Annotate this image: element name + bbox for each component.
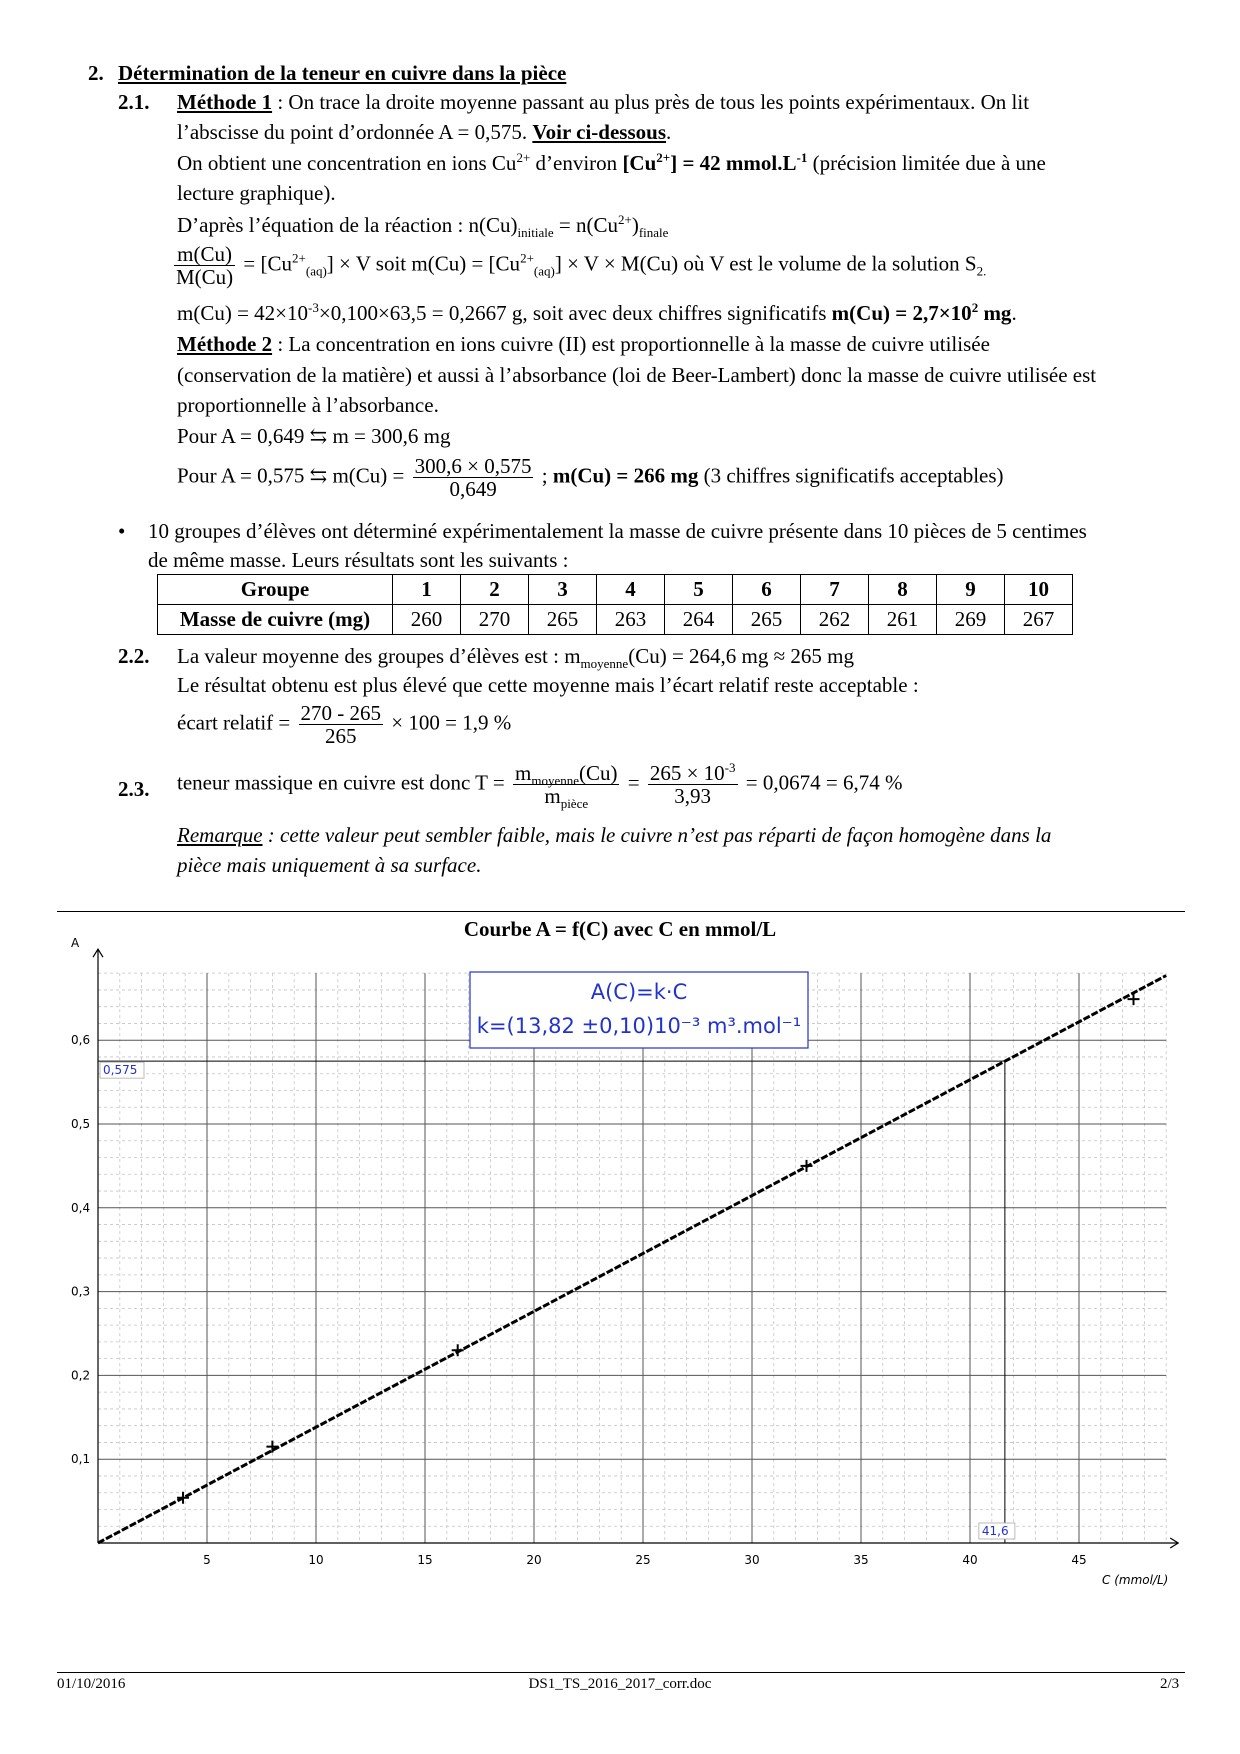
table-cell: 269	[937, 605, 1005, 635]
y-tick-label: 0,1	[71, 1452, 91, 1467]
method2-line-3: proportionnelle à l’absorbance.	[177, 393, 439, 417]
footer-date: 01/10/2016	[57, 1676, 126, 1692]
y-tick-label: 0,4	[71, 1200, 91, 1215]
bullet-icon: •	[118, 519, 126, 543]
table-cell: 270	[461, 605, 529, 635]
table-cell: 265	[529, 605, 597, 635]
mean-line: La valeur moyenne des groupes d’élèves est : $m_{moyenne}(Cu) = 264,6$ mg ≈ 265 mg	[177, 644, 854, 672]
method1-label: Méthode 1	[177, 90, 273, 114]
method1-line-5: D’après l’équation de la réaction : $n(Cu)_{initiale} = n(Cu^{2+})_{finale}$	[177, 212, 669, 241]
table-cell: 6	[733, 575, 801, 605]
fit-equation-line-1: A(C)=k·C	[590, 980, 688, 1004]
see-below-link: Voir ci-dessous	[532, 120, 666, 144]
table-cell: 260	[393, 605, 461, 635]
x-tick-label: 20	[526, 1553, 542, 1567]
table-cell: 263	[597, 605, 665, 635]
x-tick-label: 45	[1071, 1553, 1087, 1567]
x-tick-label: 25	[635, 1553, 651, 1567]
footer-page: 2/3	[1160, 1676, 1180, 1692]
footer-filename: DS1_TS_2016_2017_corr.doc	[528, 1676, 712, 1692]
table-header-label: Groupe	[158, 575, 393, 605]
x-tick-label: 15	[417, 1553, 433, 1567]
table-cell: 7	[801, 575, 869, 605]
table-cell: 5	[665, 575, 733, 605]
y-tick-label: 0,6	[71, 1033, 91, 1048]
table-cell: 3	[529, 575, 597, 605]
fit-equation-line-2: k=(13,82 ±0,10)10⁻³ m³.mol⁻¹	[476, 1014, 802, 1038]
table-cell: 262	[801, 605, 869, 635]
x-tick-label: 5	[203, 1553, 211, 1567]
method1-line-4: lecture graphique).	[177, 181, 336, 205]
reading-y-label: 0,575	[103, 1063, 138, 1078]
method2-line-1: Méthode 2 : La concentration en ions cuivre (II) est proportionnelle à la masse de cuivre utilisée	[177, 332, 990, 356]
fraction-mass-molar: $\frac{m(Cu)}{M(Cu)}$	[176, 242, 234, 289]
chart-title: Courbe A = f(C) avec C en mmol/L	[463, 917, 777, 941]
x-tick-label: 10	[308, 1553, 324, 1567]
y-tick-label: 0,3	[71, 1284, 91, 1299]
data-point	[177, 1492, 189, 1504]
table-cell: 10	[1005, 575, 1073, 605]
x-axis-label: C (mmol/L)	[1102, 1573, 1169, 1587]
bullet-line-2: de même masse. Leurs résultats sont les suivants :	[148, 548, 569, 572]
y-tick-label: 0,2	[71, 1368, 91, 1383]
method1-line-6: $\frac{m(Cu)}{M(Cu)}$ = $[Cu^{2+}_{(aq)}] \times V$ soit $m(Cu) = [Cu^{2+}_{(aq)}] \times V \times M(Cu)$ où V est le volume de la solution $S_{2.}$	[176, 242, 987, 289]
table-cell: 264	[665, 605, 733, 635]
fraction-relative-gap: $\frac{270 - 265}{265}$	[300, 701, 382, 748]
method1-line-1: Méthode 1 : On trace la droite moyenne passant au plus près de tous les points expérimentaux. On lit	[177, 90, 1030, 114]
table-cell: 4	[597, 575, 665, 605]
mass-content-formula: teneur massique en cuivre est donc T = $\frac{m_{moyenne}(Cu)}{m_{pièce}}$ = $\frac{265 \times 10^{-3}}{3,93}$ = 0,0674 = 6,74 %	[177, 760, 903, 812]
method2-line-5: Pour A = 0,575 ⇆ m(Cu) = $\frac{300,6 \times 0,575}{0,649}$ ; m(Cu) = 266 mg (3 chiffres significatifs acceptables)	[177, 454, 1004, 501]
method2-line-2: (conservation de la matière) et aussi à l’absorbance (loi de Beer-Lambert) donc la masse de cuivre utilisée est	[177, 363, 1097, 387]
y-axis-label: A	[71, 936, 80, 951]
fraction-numeric: $\frac{265 \times 10^{-3}}{3,93}$	[649, 760, 736, 808]
method2-line-4: Pour A = 0,649 ⇆ m = 300,6 mg	[177, 424, 451, 448]
fit-line	[98, 976, 1166, 1543]
table-cell: 9	[937, 575, 1005, 605]
section-title: Détermination de la teneur en cuivre dans la pièce	[118, 61, 567, 85]
relative-gap-intro: Le résultat obtenu est plus élevé que cette moyenne mais l’écart relatif reste acceptable :	[177, 673, 919, 697]
fraction-proportion: $\frac{300,6 \times 0,575}{0,649}$	[414, 454, 532, 501]
reading-x-label: 41,6	[981, 1524, 1009, 1538]
table-cell: 265	[733, 605, 801, 635]
method1-line-2: l’abscisse du point d’ordonnée A = 0,575. Voir ci-dessous.	[177, 120, 672, 144]
method1-line-7: $m(Cu) = 42\times 10^{-3}\times 0,100\times 63,5 = 0,2667$ g, soit avec deux chiffres significatifs $m(Cu) = 2,7\times 10^2$ mg.	[177, 300, 1017, 325]
subsection-2-2-number: 2.2.	[118, 644, 150, 668]
remark-label: Remarque	[177, 823, 263, 847]
table-cell: 8	[869, 575, 937, 605]
subsection-2-1-number: 2.1.	[118, 90, 150, 114]
section-number: 2.	[88, 61, 104, 85]
x-tick-label: 30	[744, 1553, 760, 1567]
table-cell: 1	[393, 575, 461, 605]
subsection-2-3-number: 2.3.	[118, 777, 150, 801]
method1-line-3: On obtient une concentration en ions $Cu^{2+}$ d’environ $[Cu^{2+}] = 42$ $mmol.L^{-1}$ (précision limitée due à une	[177, 150, 1046, 175]
y-tick-label: 0,5	[71, 1117, 91, 1131]
table-cell: 2	[461, 575, 529, 605]
table-cell: 267	[1005, 605, 1073, 635]
table-row-label: Masse de cuivre (mg)	[158, 605, 393, 635]
table-cell: 261	[869, 605, 937, 635]
relative-gap-formula: écart relatif = $\frac{270 - 265}{265}$ × 100 = 1,9 %	[177, 701, 512, 748]
remark-line-1: Remarque : cette valeur peut sembler faible, mais le cuivre n’est pas réparti de façon homogène dans la	[177, 823, 1052, 847]
method2-label: Méthode 2	[177, 332, 273, 356]
bullet-line-1: 10 groupes d’élèves ont déterminé expérimentalement la masse de cuivre présente dans 10 pièces de 5 centimes	[148, 519, 1087, 543]
x-tick-label: 40	[962, 1553, 978, 1567]
x-tick-label: 35	[853, 1553, 869, 1567]
fraction-mean-over-coin: $\frac{m_{moyenne}(Cu)}{m_{pièce}}$	[514, 761, 618, 812]
footer-separator	[57, 1672, 1185, 1673]
remark-line-2: pièce mais uniquement à sa surface.	[177, 853, 482, 877]
